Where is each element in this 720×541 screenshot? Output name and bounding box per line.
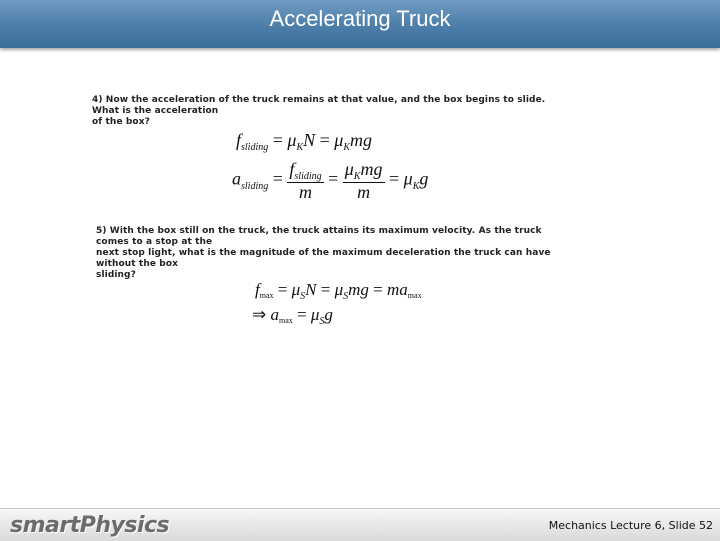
fraction-mu-mg-over-m: $\frac{\mu_Kmg}{m}$ bbox=[344, 159, 383, 202]
equation-acceleration-sliding: $a_{sliding}$ = $\frac{f_{sliding}}{m}$ = $\frac{\mu_Kmg}{m}$ = $\mu_Kg$ bbox=[232, 159, 429, 202]
slide-title: Accelerating Truck bbox=[269, 6, 451, 31]
equation-acceleration-max: ⇒ $amax = \mu_Sg$ bbox=[252, 305, 333, 327]
equation-friction-sliding: $f_{sliding} = \mu_KN = \mu_Kmg$ bbox=[236, 130, 373, 153]
question-5-text: 5) With the box still on the truck, the truck attains its maximum velocity. As the truck comes to a stop at the next stop light, what is the magnitude of the maximum deceleration the truck can have without the box sliding? bbox=[96, 226, 551, 280]
question-4-text: 4) Now the acceleration of the truck remains at that value, and the box begins to slide. What is the acceleration of the box? bbox=[92, 95, 546, 127]
equation-friction-max: $fmax = \mu_SN = \mu_Smg = mamax$ bbox=[255, 280, 422, 302]
slide-caption: Mechanics Lecture 6, Slide 52 bbox=[548, 519, 713, 532]
smartphysics-logo: smartPhysics bbox=[10, 513, 170, 538]
fraction-f-over-m: $\frac{f_{sliding}}{m}$ bbox=[289, 159, 322, 202]
title-bar bbox=[0, 0, 720, 48]
footer-bar bbox=[0, 508, 720, 541]
